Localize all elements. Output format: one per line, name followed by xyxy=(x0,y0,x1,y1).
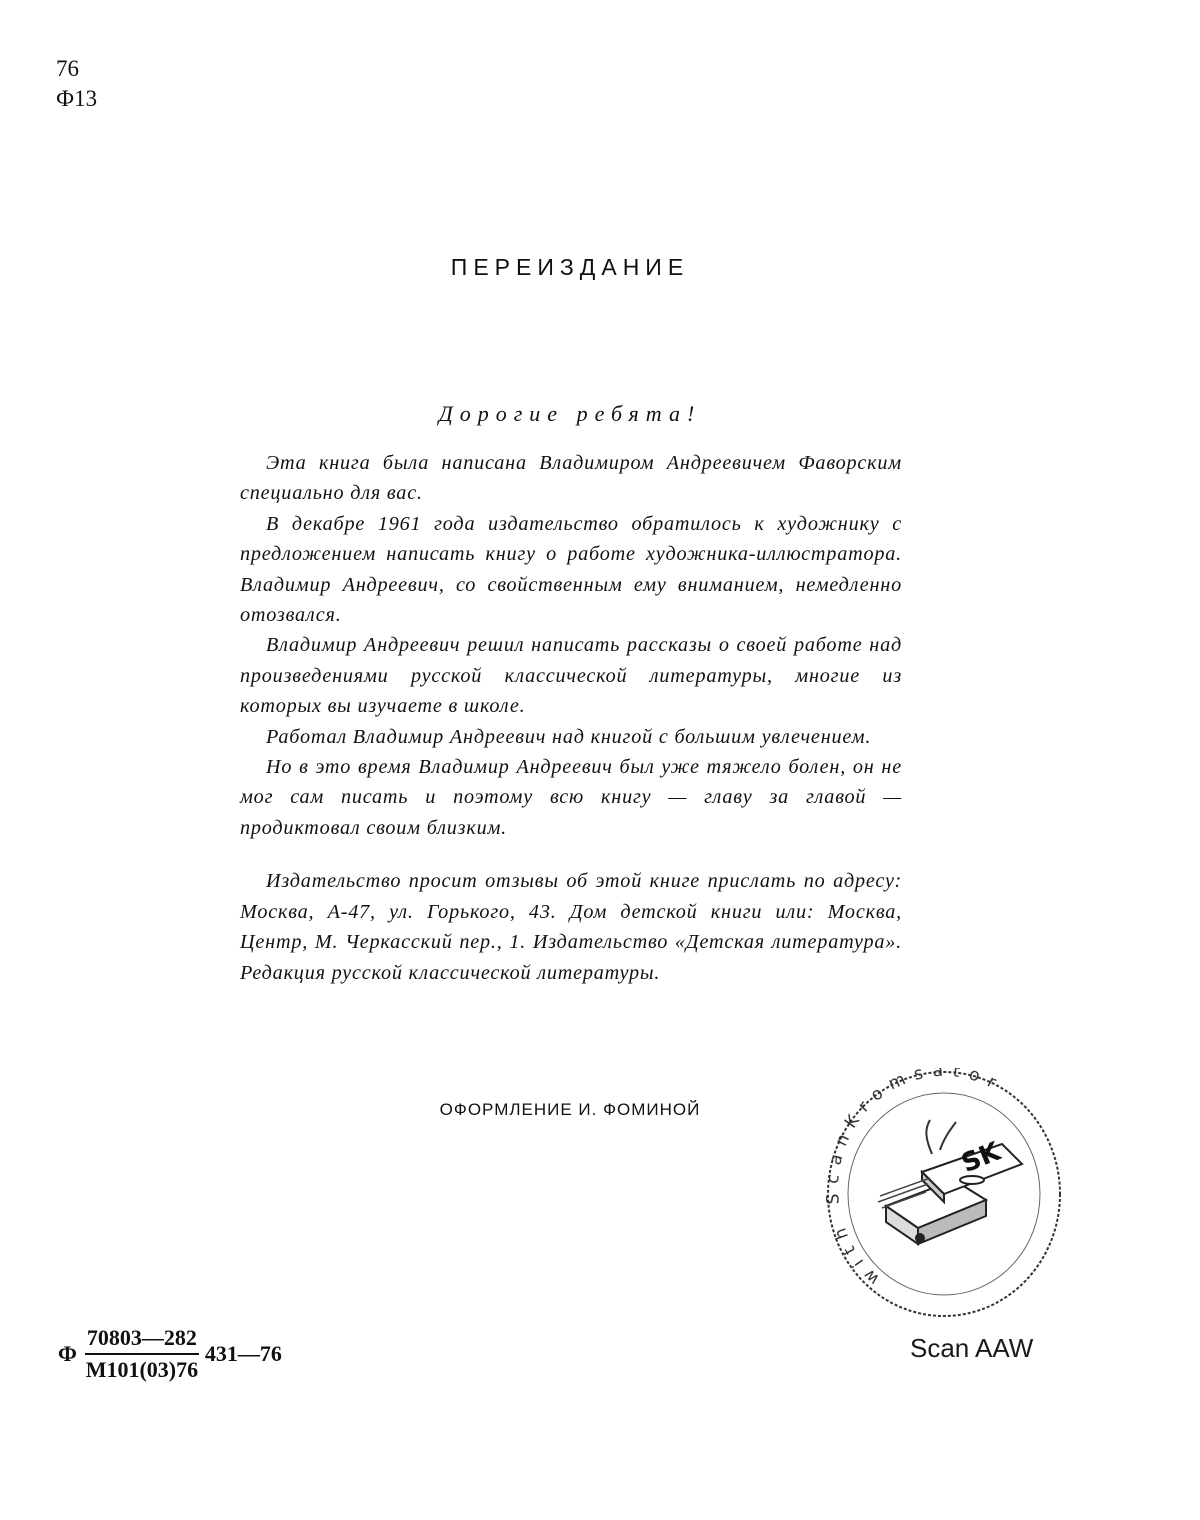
catalog-code xyxy=(58,1325,282,1383)
greeting: Дорогие ребята! xyxy=(438,401,702,426)
edition-heading: ПЕРЕИЗДАНИЕ xyxy=(450,254,690,280)
page-number: 76 xyxy=(56,56,79,81)
catalog-suffix: 431—76 xyxy=(204,1341,282,1366)
foreword-paragraph: Работал Владимир Андреевич над книгой с большим увлечением. xyxy=(266,725,872,748)
foreword-paragraph: В декабре 1961 года издательство обратилось к художнику с предложением написать книгу о работе художника-иллюстратора. Владимир Андреевич, со свойственным ему вниманием, немедленно отозвался. xyxy=(240,512,902,627)
udk-block xyxy=(56,54,97,114)
scanner-icon xyxy=(878,1120,1022,1244)
stamp-graphic xyxy=(826,1068,1062,1320)
foreword-paragraph: Владимир Андреевич решил написать рассказы о своей работе над произведениями русской классической литературы, многие из которых вы изучаете в школе. xyxy=(240,634,902,718)
stamp-logo-text: SK xyxy=(957,1136,1005,1180)
design-credit: ОФОРМЛЕНИЕ И. ФОМИНОЙ xyxy=(439,1100,701,1119)
stamp-ring-text: with anKromsator xyxy=(826,1068,1008,1289)
foreword-paragraph: Эта книга была написана Владимиром Андреевичем Фаворским специально для вас. xyxy=(240,452,902,505)
catalog-denominator: М101(03)76 xyxy=(85,1357,199,1382)
publisher-note: Издательство просит отзывы об этой книге прислать по адресу: Москва, А-47, ул. Горького, 43. Дом детской книги или: Москва, Центр, М. Черкасский пер., 1. Издательство «Детская литература». Редакция русской классической литературы. xyxy=(240,870,902,984)
catalog-fraction xyxy=(85,1325,199,1383)
foreword-body xyxy=(240,448,902,988)
scankromsator-stamp xyxy=(826,1068,1062,1320)
catalog-prefix: Ф xyxy=(58,1341,77,1366)
catalog-numerator: 70803—282 xyxy=(85,1325,199,1355)
scan-label: Scan AAW xyxy=(910,1333,1034,1363)
foreword-paragraph: Но в это время Владимир Андреевич был уже тяжело болен, он не мог сам писать и поэтому всю книгу — главу за главой — продиктовал своим близким. xyxy=(240,756,902,839)
udk-index: Ф13 xyxy=(56,86,98,111)
